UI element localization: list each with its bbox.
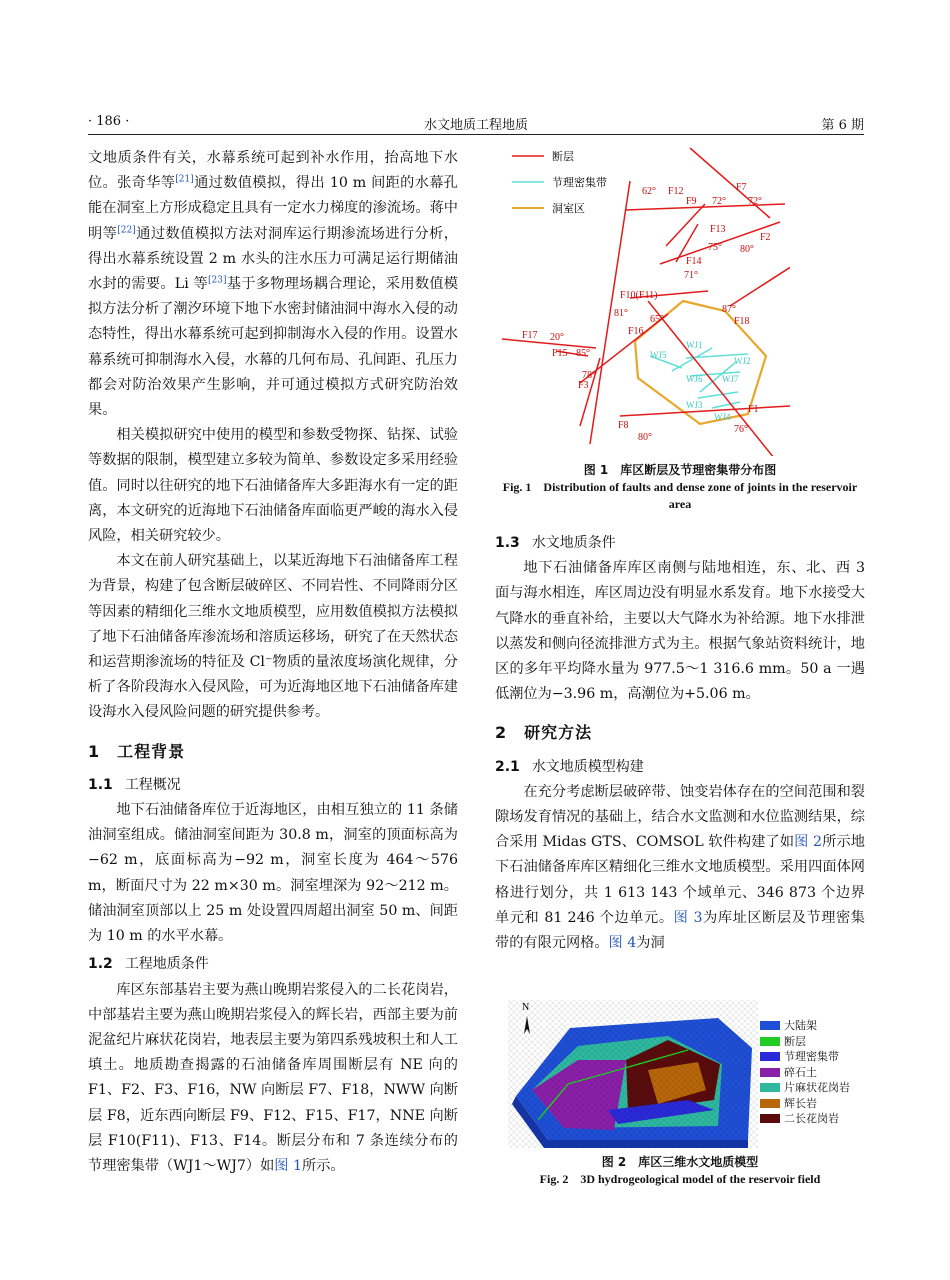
fault-distribution-map — [500, 146, 790, 456]
joint-label: WJ1 — [686, 340, 703, 350]
legend-item — [760, 1034, 850, 1050]
section-heading: 2 研究方法 — [495, 723, 593, 743]
legend-swatch — [760, 1037, 780, 1046]
legend-item — [760, 1018, 850, 1034]
joint-label: WJ4 — [714, 412, 731, 422]
angle-label: 65° — [650, 314, 664, 325]
angle-label: 78° — [582, 370, 596, 381]
left-column — [88, 146, 458, 1179]
angle-label: 80° — [638, 432, 652, 443]
paragraph: 地下石油储备库库区南侧与陆地相连，东、北、西 3 面与海水相连，库区周边没有明显水系发育。地下水接受大气降水的垂直补给，主要以大气降水为补给源。地下水排泄以蒸发和侧向径流排泄方式为主。根据气象站资料统计，地区的多年平均降水量为 977.5～1 316.6 mm。50 a 一遇低潮位为−3.96 m，高潮位为+5.06 m。 — [495, 560, 865, 703]
joint-label: WJ5 — [650, 350, 667, 360]
page-header — [88, 114, 864, 136]
legend-swatch — [760, 1021, 780, 1030]
legend-label: 大陆架 — [784, 1019, 817, 1032]
figure-link[interactable]: 图 1 — [274, 1157, 303, 1174]
figure-link[interactable]: 图 3 — [673, 909, 703, 926]
legend-swatch — [760, 1083, 780, 1092]
fault-label: F14 — [686, 256, 702, 267]
angle-label: 87° — [722, 304, 736, 315]
figure-link[interactable]: 图 2 — [794, 834, 823, 851]
paragraph: 地下石油储备库位于近海地区，由相互独立的 11 条储油洞室组成。储油洞室间距为 30.8 m，洞室的顶面标高为−62 m，底面标高为−92 m，洞室长度为 464～576 m，断面尺寸为 22 m×30 m。洞室埋深为 92～212 m。储油洞室顶部以上 25 m 处设置四周超出洞室 50 m、间距为 10 m 的水平水幕。 — [88, 802, 458, 945]
header-rule — [88, 134, 864, 135]
journal-name: 水文地质工程地质 — [423, 118, 528, 133]
hydrogeological-model — [508, 1000, 758, 1148]
legend-item — [760, 1096, 850, 1112]
figure-2-caption: 图 2 库区三维水文地质模型 Fig. 2 3D hydrogeological model of the reservoir field — [539, 1155, 821, 1186]
legend-label: 断层 — [784, 1034, 806, 1048]
model-legend — [760, 1018, 850, 1127]
issue-number: 第 6 期 — [821, 118, 864, 133]
fault-label: F2 — [760, 232, 771, 243]
legend-item — [760, 1080, 850, 1096]
angle-label: 20° — [550, 332, 564, 343]
legend-label: 二长花岗岩 — [784, 1112, 839, 1125]
paragraph: 在充分考虑断层破碎带、蚀变岩体存在的空间范围和裂隙场发育情况的基础上，结合水文监测和水位监测结果，综合采用 Midas GTS、COMSOL 软件构建了如图 2所示地下石油储备库库区精细化三维水文地质模型。采用四面体网格进行划分，共 1 613 143 个域单元、346 873 个边界单元和 81 246 个边单元。图 3为库址区断层及节理密集带的有限元网格。图 4为洞 — [495, 783, 865, 952]
legend-swatch — [760, 1052, 780, 1061]
legend-item — [760, 1049, 850, 1065]
fault-label: F18 — [734, 316, 750, 327]
legend-label: 节理密集带 — [784, 1050, 839, 1063]
citation[interactable]: [23] — [208, 275, 227, 286]
fault-label: F7 — [736, 182, 747, 193]
legend-swatch — [760, 1099, 780, 1108]
joint-label: WJ7 — [722, 374, 739, 384]
angle-label: 72° — [748, 196, 762, 207]
fault-label: F9 — [686, 196, 697, 207]
page-number: · 186 · — [88, 114, 130, 129]
citation[interactable]: [22] — [117, 224, 136, 235]
subsection-heading: 2.1 水文地质模型构建 — [495, 758, 644, 775]
fault-label: F12 — [668, 186, 684, 197]
angle-label: 72° — [712, 196, 726, 207]
paragraph: 文地质条件有关，水幕系统可起到补水作用，抬高地下水位。张奇华等[21]通过数值模拟，得出 10 m 间距的水幕孔能在洞室上方形成稳定且具有一定水力梯度的渗流场。蒋中明等[22]通过数值模拟方法对洞库运行期渗流场进行分析，得出水幕系统设置 2 m 水头的注水压力可满足运行期储油水封的需要。Li 等[23]基于多物理场耦合理论，采用数值模拟方法分析了潮汐环境下地下水密封储油洞中海水入侵的动态特性，得出水幕系统可起到抑制海水入侵的作用。设置水幕系统可抑制海水入侵，水幕的几何布局、孔间距、孔压力都会对防治效果产生影响，并可通过模拟方式研究防治效果。 — [88, 150, 458, 419]
legend-item — [760, 1065, 850, 1081]
fault-label: F10(F11) — [620, 290, 658, 301]
figure-link[interactable]: 图 4 — [608, 935, 637, 952]
right-column — [495, 528, 865, 956]
fault-label: F16 — [628, 326, 644, 337]
figure-1-caption: 图 1 库区断层及节理密集带分布图 Fig. 1 Distribution of faults and dense zone of joints in the reservoir area — [502, 463, 858, 511]
angle-label: 75° — [708, 242, 722, 253]
legend-label: 辉长岩 — [784, 1096, 817, 1110]
angle-label: 76° — [734, 424, 748, 435]
fault-label: F1 — [748, 404, 759, 415]
legend-swatch — [760, 1068, 780, 1077]
subsection-heading: 1.1 工程概况 — [88, 776, 181, 793]
fault-label: F8 — [618, 420, 629, 431]
subsection-heading: 1.3 水文地质条件 — [495, 535, 616, 551]
paragraph: 相关模拟研究中使用的模型和参数受物探、钻探、试验等数据的限制，模型建立多较为简单、参数设定多采用经验值。同时以往研究的地下石油储备库大多距海水有一定的距离，本文研究的近海地下石油储备库面临更严峻的海水入侵风险，相关研究较少。 — [88, 427, 458, 545]
joint-label: WJ6 — [686, 374, 703, 384]
angle-label: 85° — [576, 348, 590, 359]
citation[interactable]: [21] — [175, 174, 194, 185]
legend-label: 碎石土 — [784, 1065, 817, 1079]
joint-label: WJ3 — [686, 400, 703, 410]
joint-label: WJ2 — [734, 356, 751, 366]
legend-swatch — [760, 1114, 780, 1123]
legend-cavern: 洞室区 — [552, 203, 585, 215]
legend-label: 片麻状花岗岩 — [784, 1081, 850, 1094]
angle-label: 80° — [740, 244, 754, 255]
legend-fault: 断层 — [552, 151, 574, 163]
fault-label: F3 — [578, 380, 589, 391]
subsection-heading: 1.2 工程地质条件 — [88, 956, 209, 973]
angle-label: 81° — [614, 308, 628, 319]
legend-joint: 节理密集带 — [552, 177, 607, 189]
angle-label: 71° — [684, 270, 698, 281]
legend-item — [760, 1111, 850, 1127]
angle-label: 62° — [642, 186, 656, 197]
fault-label: F15 — [552, 348, 568, 359]
fault-label: F17 — [522, 330, 538, 341]
paragraph: 库区东部基岩主要为燕山晚期岩浆侵入的二长花岗岩，中部基岩主要为燕山晚期岩浆侵入的辉长岩，西部主要为前泥盆纪片麻状花岗岩，地表层主要为第四系残坡积土和人工填土。地质勘查揭露的石油储备库周围断层有 NE 向的 F1、F2、F3、F16，NW 向断层 F7、F18，NWW 向断层 F8，近东西向断层 F9、F12、F15、F17，NNE 向断层 F10(F11)、F13、F14。断层分布和 7 条连续分布的节理密集带（WJ1～WJ7）如图 1所示。 — [88, 981, 458, 1174]
paragraph: 本文在前人研究基础上，以某近海地下石油储备库工程为背景，构建了包含断层破碎区、不同岩性、不同降雨分区等因素的精细化三维水文地质模型，应用数值模拟方法模拟了地下石油储备库渗流场和溶质运移场，研究了在天然状态和运营期渗流场的特征及 Cl⁻物质的量浓度场演化规律，分析了各阶段海水入侵风险，可为近海地区地下石油储备库建设海水入侵风险问题的研究提供参考。 — [88, 553, 458, 721]
fault-label: F13 — [710, 224, 726, 235]
section-heading: 1 工程背景 — [88, 741, 186, 761]
